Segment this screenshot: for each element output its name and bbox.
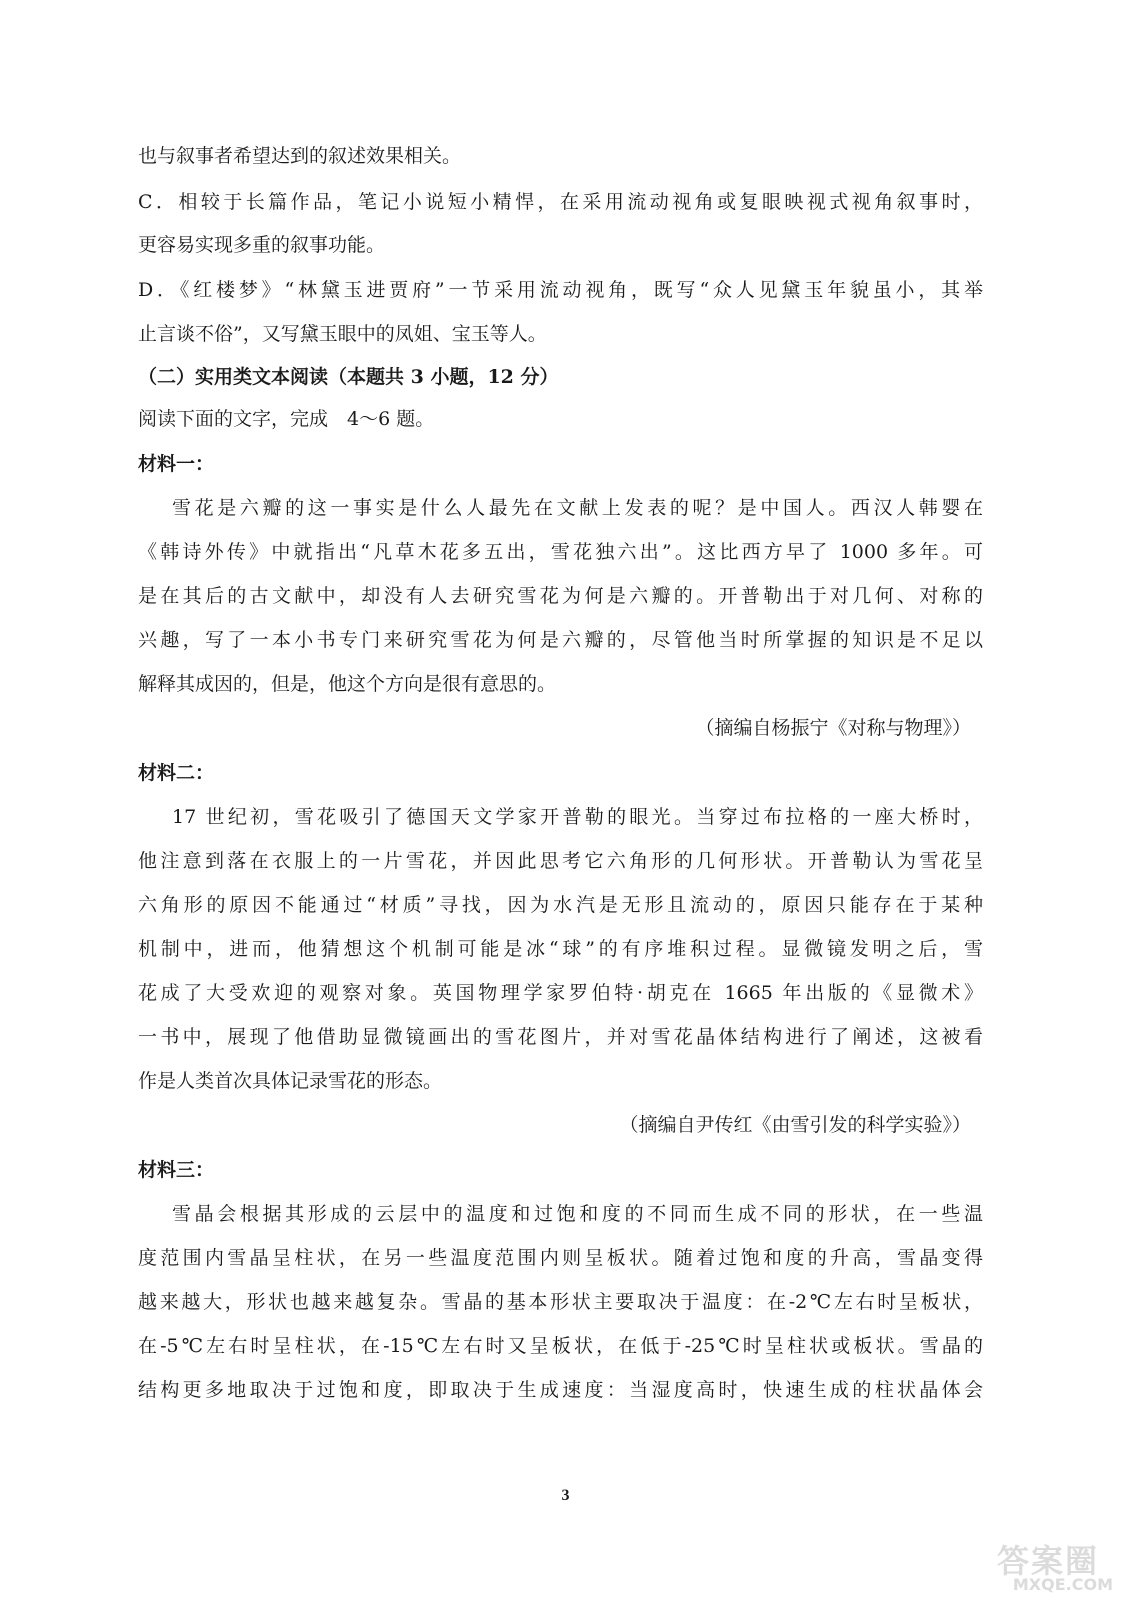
option-c-line-2: 更容易实现多重的叙事功能。 xyxy=(138,234,386,256)
material-3-line-4: 在-5℃左右时呈柱状，在-15℃左右时又呈板状，在低于-25℃时呈柱状或板状。雪晶的 xyxy=(138,1335,983,1357)
material-2-source: （摘编自尹传红《由雪引发的科学实验》） xyxy=(619,1114,971,1136)
watermark-en-text: MXQE.COM xyxy=(1012,1575,1113,1594)
material-3-line-1: 雪晶会根据其形成的云层中的温度和过饱和度的不同而生成不同的形状，在一些温 xyxy=(172,1203,983,1225)
material-3-title: 材料三： xyxy=(138,1159,215,1181)
material-3-line-2: 度范围内雪晶呈柱状，在另一些温度范围内则呈板状。随着过饱和度的升高，雪晶变得 xyxy=(138,1247,983,1269)
material-1-line-3: 是在其后的古文献中，却没有人去研究雪花为何是六瓣的。开普勒出于对几何、对称的 xyxy=(138,585,983,607)
material-1-source: （摘编自杨振宁《对称与物理》） xyxy=(695,717,971,739)
material-2-line-5: 花成了大受欢迎的观察对象。英国物理学家罗伯特·胡克在 1665 年出版的《显微术》 xyxy=(138,982,983,1004)
material-2-line-4: 机制中，进而，他猜想这个机制可能是冰“球”的有序堆积过程。显微镜发明之后，雪 xyxy=(138,938,983,960)
material-1-line-1: 雪花是六瓣的这一事实是什么人最先在文献上发表的呢？是中国人。西汉人韩婴在 xyxy=(172,497,983,519)
material-1-title: 材料一： xyxy=(138,453,215,475)
watermark-logo xyxy=(971,1536,1121,1594)
material-1-line-5: 解释其成因的，但是，他这个方向是很有意思的。 xyxy=(138,673,557,695)
option-b-continuation: 也与叙事者希望达到的叙述效果相关。 xyxy=(138,145,462,167)
material-1-line-4: 兴趣，写了一本小书专门来研究雪花为何是六瓣的，尽管他当时所掌握的知识是不足以 xyxy=(138,629,983,651)
page-number: 3 xyxy=(561,1487,570,1504)
material-2-line-2: 他注意到落在衣服上的一片雪花，并因此思考它六角形的几何形状。开普勒认为雪花呈 xyxy=(138,850,983,872)
watermark-cn-text: 答案圈 xyxy=(996,1542,1099,1580)
material-2-line-7: 作是人类首次具体记录雪花的形态。 xyxy=(138,1070,443,1092)
material-2-line-1: 17 世纪初，雪花吸引了德国天文学家开普勒的眼光。当穿过布拉格的一座大桥时， xyxy=(172,806,983,828)
material-1-line-2: 《韩诗外传》中就指出“凡草木花多五出，雪花独六出”。这比西方早了 1000 多年。可 xyxy=(138,541,983,563)
section-instruction: 阅读下面的文字，完成 4～6 题。 xyxy=(138,408,435,430)
material-2-line-6: 一书中，展现了他借助显微镜画出的雪花图片，并对雪花晶体结构进行了阐述，这被看 xyxy=(138,1026,983,1048)
material-2-line-3: 六角形的原因不能通过“材质”寻找，因为水汽是无形且流动的，原因只能存在于某种 xyxy=(138,894,983,916)
option-c-line-1: C．相较于长篇作品，笔记小说短小精悍，在采用流动视角或复眼映视式视角叙事时， xyxy=(138,191,983,213)
section-heading: （二）实用类文本阅读（本题共 3 小题，12 分） xyxy=(138,366,559,388)
material-3-line-3: 越来越大，形状也越来越复杂。雪晶的基本形状主要取决于温度：在-2℃左右时呈板状， xyxy=(138,1291,983,1313)
material-3-line-5: 结构更多地取决于过饱和度，即取决于生成速度：当湿度高时，快速生成的柱状晶体会 xyxy=(138,1379,983,1401)
material-2-title: 材料二： xyxy=(138,762,215,784)
option-d-line-1: D．《红楼梦》“林黛玉进贾府”一节采用流动视角，既写“众人见黛玉年貌虽小，其举 xyxy=(138,279,983,301)
option-d-line-2: 止言谈不俗”，又写黛玉眼中的凤姐、宝玉等人。 xyxy=(138,323,547,345)
